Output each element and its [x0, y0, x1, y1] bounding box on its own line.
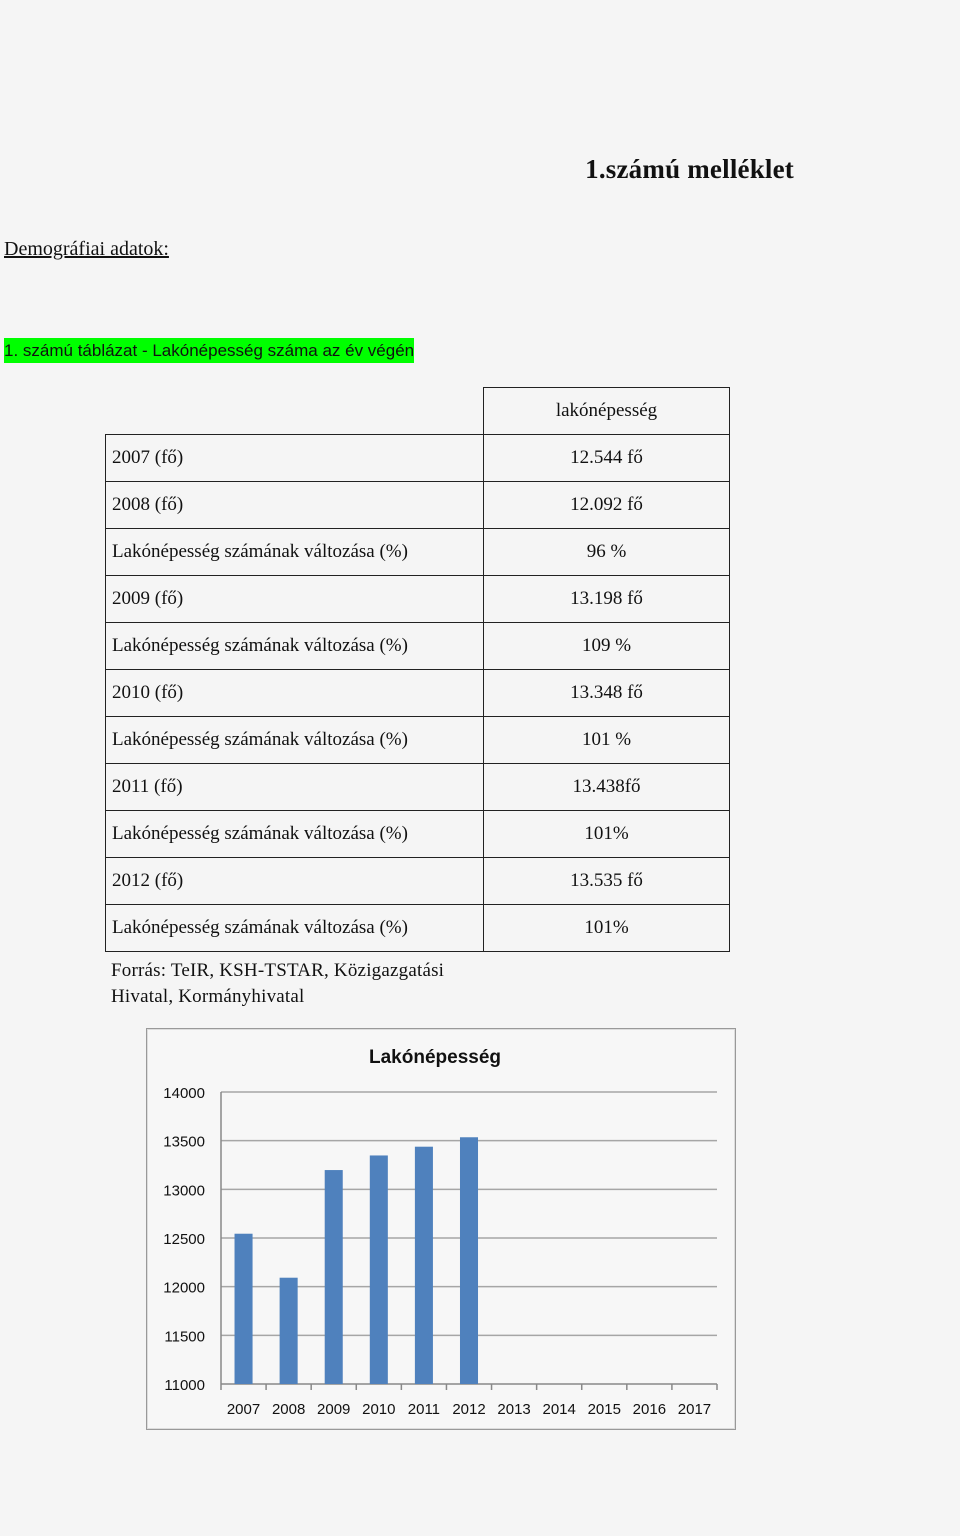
chart-title: Lakónépesség	[369, 1047, 501, 1068]
bar	[325, 1170, 343, 1384]
row-value: 12.544 fő	[484, 435, 730, 482]
table-row	[106, 623, 730, 670]
table-row	[106, 811, 730, 858]
row-value: 12.092 fő	[484, 482, 730, 529]
population-table	[105, 387, 730, 952]
row-value: 13.198 fő	[484, 576, 730, 623]
row-label: 2009 (fő)	[106, 576, 484, 623]
bar	[370, 1155, 388, 1384]
bar	[460, 1137, 478, 1384]
x-tick-label: 2008	[271, 1401, 306, 1418]
table-row	[106, 435, 730, 482]
row-label: 2008 (fő)	[106, 482, 484, 529]
row-label: Lakónépesség számának változása (%)	[106, 623, 484, 670]
x-tick-label: 2012	[452, 1401, 486, 1418]
row-label: Lakónépesség számának változása (%)	[106, 717, 484, 764]
section-subheading: Demográfiai adatok:	[4, 238, 169, 260]
row-label: 2007 (fő)	[106, 435, 484, 482]
bar	[235, 1234, 253, 1384]
row-label: 2012 (fő)	[106, 858, 484, 905]
row-value: 13.535 fő	[484, 858, 730, 905]
y-tick-label: 12500	[163, 1231, 205, 1248]
row-value: 13.438fő	[484, 764, 730, 811]
table-row	[106, 576, 730, 623]
table-caption: 1. számú táblázat - Lakónépesség száma az év végén	[4, 338, 414, 363]
y-tick-label: 12000	[163, 1279, 205, 1297]
y-tick-label: 13500	[163, 1133, 205, 1151]
row-label: 2011 (fő)	[106, 764, 484, 811]
row-value: 101%	[484, 905, 730, 952]
x-tick-label: 2016	[632, 1401, 667, 1418]
row-label: 2010 (fő)	[106, 670, 484, 717]
page-heading: 1.számú melléklet	[585, 154, 794, 184]
table-row	[106, 717, 730, 764]
table-row	[106, 482, 730, 529]
row-value: 13.348 fő	[484, 670, 730, 717]
y-tick-label: 11000	[164, 1377, 205, 1394]
y-tick-label: 14000	[163, 1085, 205, 1102]
row-value: 101%	[484, 811, 730, 858]
row-value: 109 %	[484, 623, 730, 670]
table-row	[106, 670, 730, 717]
table-row	[106, 858, 730, 905]
x-tick-label: 2009	[317, 1401, 351, 1418]
row-label: Lakónépesség számának változása (%)	[106, 905, 484, 952]
row-label: Lakónépesség számának változása (%)	[106, 529, 484, 576]
table-header-row	[106, 388, 730, 435]
x-tick-label: 2011	[407, 1401, 441, 1418]
bar	[415, 1147, 433, 1384]
row-label: Lakónépesség számának változása (%)	[106, 811, 484, 858]
x-tick-label: 2013	[497, 1401, 531, 1418]
source-note: Forrás: TeIR, KSH-TSTAR, Közigazgatási Hivatal, Kormányhivatal	[111, 960, 445, 1007]
x-tick-label: 2014	[542, 1401, 576, 1418]
table-row	[106, 905, 730, 952]
row-value: 101 %	[484, 717, 730, 764]
y-tick-label: 13000	[163, 1182, 205, 1200]
row-value: 96 %	[484, 529, 730, 576]
table-row	[106, 529, 730, 576]
table-row	[106, 764, 730, 811]
chart-svg	[147, 1029, 735, 1429]
x-tick-label: 2015	[587, 1401, 621, 1418]
x-tick-label: 2017	[677, 1401, 712, 1418]
x-tick-label: 2010	[362, 1401, 396, 1418]
table-header-cell: lakónépesség	[484, 388, 730, 435]
bar	[280, 1278, 298, 1384]
table-header-empty	[106, 388, 484, 435]
y-tick-label: 11500	[164, 1328, 205, 1346]
x-tick-label: 2007	[226, 1401, 261, 1418]
population-chart	[146, 1028, 736, 1430]
